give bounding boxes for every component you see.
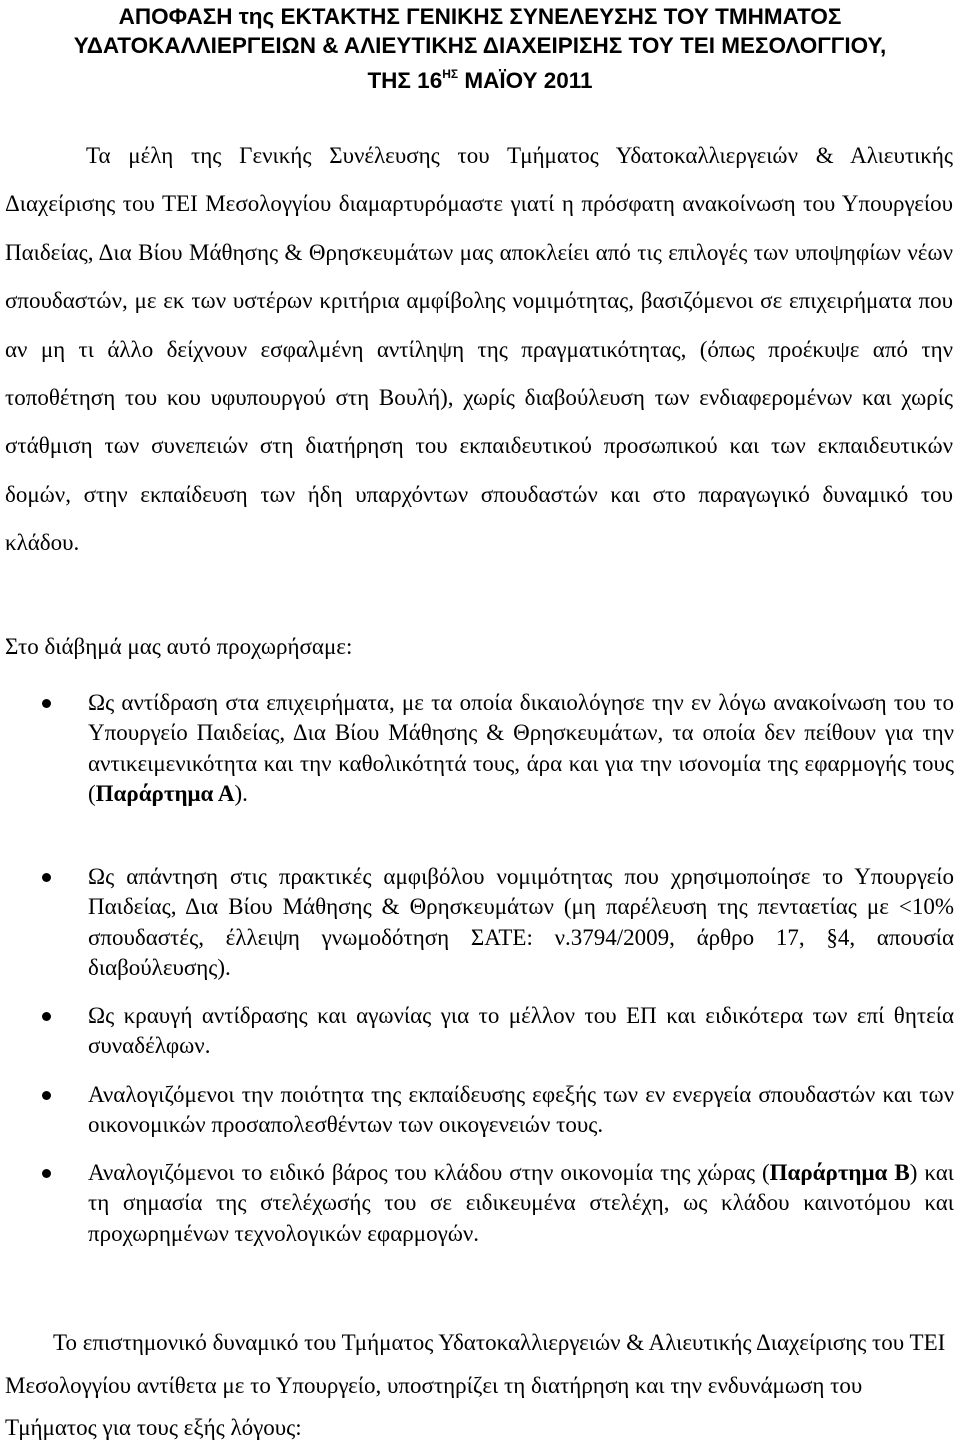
bullet-2-text: Ως απάντηση στις πρακτικές αμφιβόλου νομιμότητας που χρησιμοποίησε το Υπουργείο Παιδείας, Δια Βίου Μάθησης & Θρησκευμάτων (μη παρέλευση της πενταετίας με <10% σπουδαστές, έλλειψη γνωμοδότηση ΣΑΤΕ: ν.3794/2009, άρθρο 17, §4, απουσία διαβούλευσης). bbox=[88, 864, 954, 980]
bullet-1-annex: Παράρτημα Α bbox=[95, 780, 235, 806]
title-line-1: ΑΠΟΦΑΣΗ της ΕΚΤΑΚΤΗΣ ΓΕΝΙΚΗΣ ΣΥΝΕΛΕΥΣΗΣ ΤΟΥ ΤΜΗΜΑΤΟΣ bbox=[118, 4, 842, 29]
bullet-1-end: ). bbox=[234, 780, 248, 806]
bullet-dot-icon bbox=[42, 699, 51, 708]
bullet-dot-icon bbox=[42, 1012, 51, 1021]
closing-paragraph-text: Το επιστημονικό δυναμικό του Τμήματος Υδατοκαλλιεργειών & Αλιευτικής Διαχείρισης του ΤΕΙ Μεσολογγίου αντίθετα με το Υπουργείο, υποστηρίζει τη διατήρηση και την ενδυνάμωση του Τμήματος για τους εξής λόγους: bbox=[5, 1330, 946, 1440]
bullet-dot-icon bbox=[42, 873, 51, 882]
main-paragraph bbox=[5, 132, 953, 568]
bullet-item-3 bbox=[88, 1001, 954, 1062]
bullet-3-text: Ως κραυγή αντίδρασης και αγωνίας για το μέλλον του ΕΠ και ειδικότερα των επί θητεία συναδέλφων. bbox=[88, 1003, 954, 1059]
title-line-2: ΥΔΑΤΟΚΑΛΛΙΕΡΓΕΙΩΝ & ΑΛΙΕΥΤΙΚΗΣ ΔΙΑΧΕΙΡΙΣΗΣ ΤΟΥ ΤΕΙ ΜΕΣΟΛΟΓΓΙΟΥ, bbox=[73, 33, 887, 58]
intro-sentence: Στο διάβημά μας αυτό προχωρήσαμε: bbox=[5, 634, 353, 659]
bullet-item-4 bbox=[88, 1080, 954, 1141]
bullet-dot-icon bbox=[42, 1169, 51, 1178]
bullet-item-5 bbox=[88, 1158, 954, 1249]
bullet-5-text-a: Αναλογιζόμενοι το ειδικό βάρος του κλάδου στην οικονομία της χώρας ( bbox=[88, 1160, 770, 1185]
title-line-3-suffix: ΜΑΪΟΥ 2011 bbox=[458, 68, 593, 93]
title-superscript: ΗΣ bbox=[442, 67, 459, 81]
bullet-5-annex: Παράρτημα Β bbox=[769, 1160, 910, 1185]
title-line-3-prefix: ΤΗΣ 16 bbox=[367, 68, 443, 93]
document-title bbox=[0, 0, 960, 95]
main-paragraph-text: Τα μέλη της Γενικής Συνέλευσης του Τμήματος Υδατοκαλλιεργειών & Αλιευτικής Διαχείρισης του ΤΕΙ Μεσολογγίου διαμαρτυρόμαστε γιατί η πρόσφατη ανακοίνωση του Υπουργείου Παιδείας, Δια Βίου Μάθησης & Θρησκευμάτων μας αποκλείει από τις επιλογές των υποψηφίων νέων σπουδαστών, με εκ των υστέρων κριτήρια αμφίβολης νομιμότητας, βασιζόμενοι σε επιχειρήματα που αν μη τι άλλο δείχνουν εσφαλμένη αντίληψη της πραγματικότητας, (όπως προέκυψε από την τοποθέτηση του κου υφυπουργού στη Βουλή), χωρίς διαβούλευση των ενδιαφερομένων και χωρίς στάθμιση των συνεπειών στη διατήρηση του εκπαιδευτικού προσωπικού και των εκπαιδευτικών δομών, στην εκπαίδευση των ήδη υπαρχόντων σπουδαστών και στο παραγωγικό δυναμικό του κλάδου. bbox=[5, 143, 953, 556]
closing-paragraph bbox=[5, 1322, 953, 1450]
bullet-4-text: Αναλογιζόμενοι την ποιότητα της εκπαίδευσης εφεξής των εν ενεργεία σπουδαστών και των οικονομικών προσαπολεσθέντων των οικογενειών τους. bbox=[88, 1082, 954, 1138]
bullet-dot-icon bbox=[42, 1091, 51, 1100]
bullet-item-1 bbox=[88, 688, 954, 809]
bullet-5-text-b: ) και τη σημασία της στελέχωσής του σε ειδικευμένα στελέχη, ως κλάδου καινοτόμου και προχωρημένων τεχνολογικών εφαρμογών. bbox=[88, 1160, 954, 1246]
bullet-item-2 bbox=[88, 862, 954, 983]
bullet-1-text: Ως αντίδραση στα επιχειρήματα, με τα οποία δικαιολόγησε την εν λόγω ανακοίνωση του το Υπουργείο Παιδείας, Δια Βίου Μάθησης & Θρησκευμάτων, τα οποία δεν πείθουν για την αντικειμενικότητα και την καθολικότητά τους, άρα και για την ισονομία της εφαρμογής τους ( bbox=[88, 690, 954, 806]
